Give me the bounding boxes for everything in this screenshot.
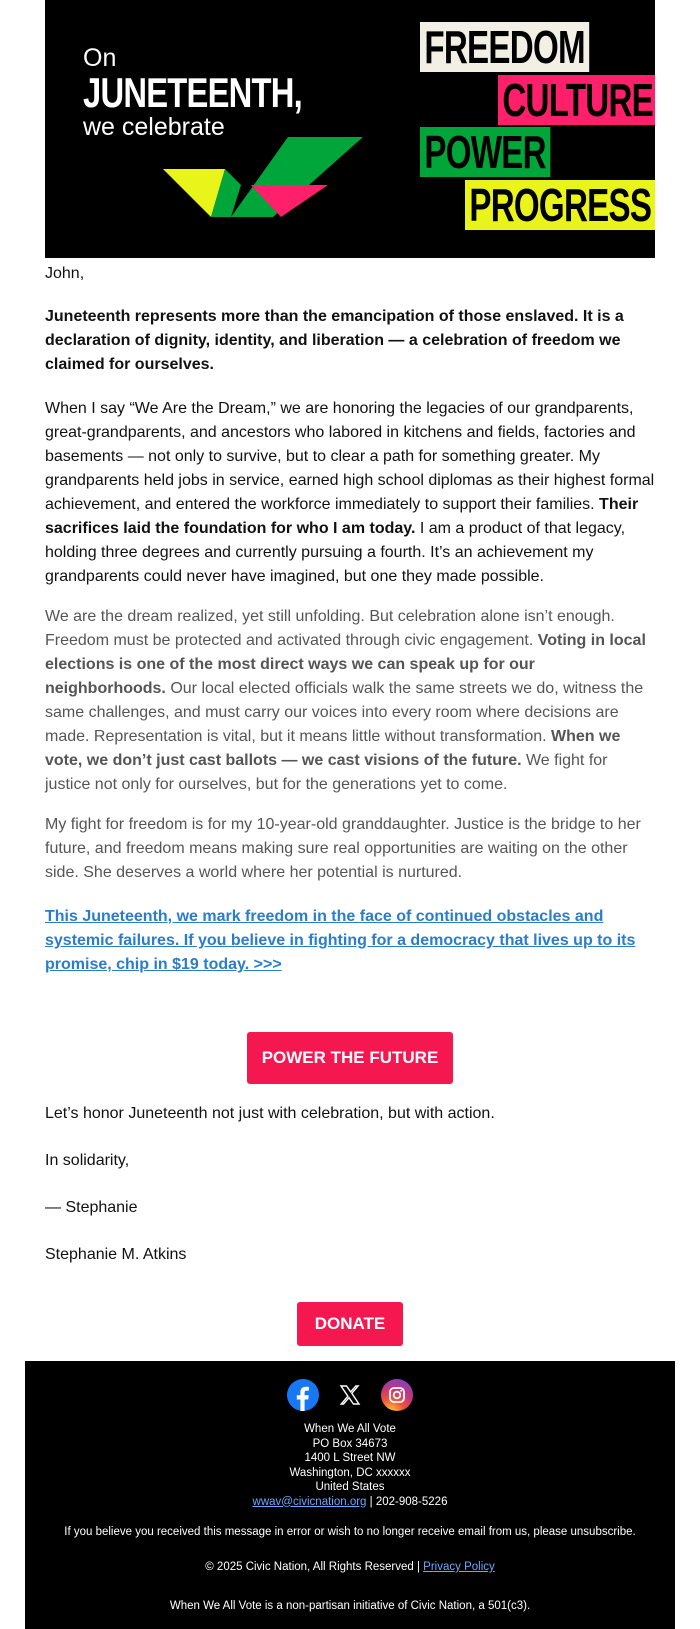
po-box: PO Box 34673 [312,1437,388,1450]
donate-cta-link[interactable]: This Juneteenth, we mark freedom in the face of continued obstacles and systemic failures. If you believe in fighting for a democracy that lives up to its promise, chip in $19 today. >>> [45,908,636,973]
hero-word-power: POWER [420,127,550,177]
city-state: Washington, DC xxxxxx [289,1466,411,1479]
civic-text-c: Our local elected officials walk the same streets we do, witness the same challenges, and must carry our voices into every room where decisions are made. Representation is vital, but it means little without transformation. [45,680,644,745]
org-name: When We All Vote [304,1423,396,1435]
granddaughter-paragraph: My fight for freedom is for my 10-year-old granddaughter. Justice is the bridge to her future, and freedom means making sure real opportunities are waiting on the other side. She deserves a world where her potential is nurtured. [45,816,641,881]
social-links [287,1379,413,1411]
greeting: John, [45,265,85,282]
civic-paragraph [45,605,657,797]
civic-text-e: We fight for justice not only for ourselves, but for the generations yet to come. [45,752,608,793]
civic-text-a: We are the dream realized, yet still unfolding. But celebration alone isn’t enough. Freedom must be protected and activated through civic engagement. [45,608,615,649]
signature-full: Stephanie M. Atkins [45,1246,187,1263]
civic-text-bold-2: When we vote, we don’t just cast ballots — we cast visions of the future. [45,728,621,769]
phone: | 202-908-5226 [366,1495,448,1508]
donate-button[interactable]: DONATE [297,1302,403,1346]
contact-line [25,1495,675,1510]
signature-first: — Stephanie [45,1199,138,1216]
copyright-line [25,1560,675,1575]
legacy-text-c: I am a product of that legacy, holding three degrees and currently pursuing a fourth. It’s an achievement my grandparents could never have imagined, but one they made possible. [45,520,626,585]
signoff: In solidarity, [45,1152,130,1169]
hero-line-juneteenth: JUNETEENTH, [83,69,302,116]
x-twitter-icon[interactable] [334,1379,366,1411]
hero-banner [45,0,655,258]
legacy-paragraph [45,397,657,589]
hero-line-celebrate: we celebrate [83,113,225,141]
email-link[interactable]: wwav@civicnation.org [252,1495,367,1508]
hero-word-progress: PROGRESS [465,180,655,230]
closing-line: Let’s honor Juneteenth not just with celebration, but with action. [45,1105,495,1122]
hero-headline [83,45,364,141]
hero-line-on: On [83,44,117,72]
cta-paragraph [45,905,657,977]
power-the-future-button[interactable]: POWER THE FUTURE [247,1032,453,1084]
copyright: © 2025 Civic Nation, All Rights Reserved | [205,1561,424,1573]
intro-paragraph: Juneteenth represents more than the emancipation of those enslaved. It is a declaration of dignity, identity, and liberation — a celebration of freedom we claimed for ourselves. [45,308,624,373]
hero-word-culture: CULTURE [498,75,655,125]
mailing-address [25,1422,675,1509]
footer [25,1361,675,1629]
country: United States [315,1481,385,1493]
nonpartisan-note: When We All Vote is a non-partisan initiative of Civic Nation, a 501(c3). [169,1600,531,1612]
unsubscribe-note: If you believe you received this message in error or wish to no longer receive email from us, please unsubscribe. [64,1526,636,1538]
street-address: 1400 L Street NW [304,1452,396,1464]
instagram-icon[interactable] [381,1379,413,1411]
civic-text-bold-1: Voting in local elections is one of the most direct ways we can speak up for our neighborhoods. [45,632,646,697]
privacy-policy-link[interactable]: Privacy Policy [423,1561,495,1573]
facebook-icon[interactable] [287,1379,319,1411]
legacy-text-bold: Their sacrifices laid the foundation for who I am today. [45,496,639,537]
check-mark-graphic [163,137,373,227]
legacy-text-a: When I say “We Are the Dream,” we are honoring the legacies of our grandparents, great-grandparents, and ancestors who labored in kitchens and fields, factories and basements — not only to survive, but to clear a path for something greater. My grandparents held jobs in service, earned high school diplomas as their highest formal achievement, and entered the workforce immediately to support their families. [45,400,655,513]
hero-word-freedom: FREEDOM [420,22,589,72]
